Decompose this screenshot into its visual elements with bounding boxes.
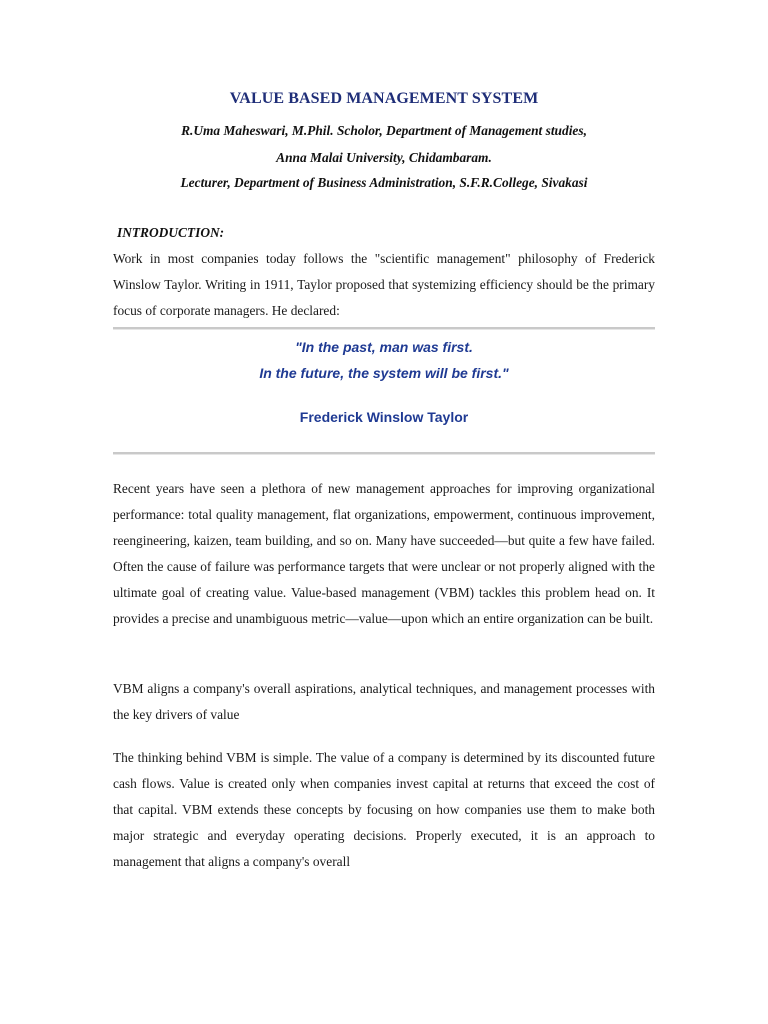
quote-line-2: In the future, the system will be first." [259, 365, 509, 381]
author-line-2: Anna Malai University, Chidambaram. [276, 150, 492, 165]
author-line-3: Lecturer, Department of Business Administration, S.F.R.College, Sivakasi [180, 175, 588, 190]
quote-divider-top [113, 327, 655, 330]
quote-line-1: "In the past, man was first. [295, 339, 473, 355]
quote-attribution: Frederick Winslow Taylor [299, 409, 469, 425]
quote-divider-bottom [113, 452, 655, 455]
document-title: VALUE BASED MANAGEMENT SYSTEM [229, 90, 539, 107]
introduction-paragraph: Work in most companies today follows the "scientific management" philosophy of Frederick Winslow Taylor. Writing in 1911, Taylor proposed that systemizing efficiency should be the primary focus of corporate managers. He declared: [113, 251, 655, 318]
body-paragraph-2: VBM aligns a company's overall aspirations, analytical techniques, and management processes with the key drivers of value [113, 681, 655, 722]
introduction-heading: INTRODUCTION: [117, 225, 225, 240]
body-paragraph-3: The thinking behind VBM is simple. The value of a company is determined by its discounted future cash flows. Value is created only when companies invest capital at returns that exceed the cost of that capital. VBM extends these concepts by focusing on how companies use them to make both major strategic and everyday operating decisions. Properly executed, it is an approach to management that aligns a company's overall [113, 750, 655, 869]
body-paragraph-1: Recent years have seen a plethora of new management approaches for improving organizational performance: total quality management, flat organizations, empowerment, continuous improvement, reengineering, kaizen, team building, and so on. Many have succeeded—but quite a few have failed. Often the cause of failure was performance targets that were unclear or not properly aligned with the ultimate goal of creating value. Value-based management (VBM) tackles this problem head on. It provides a precise and unambiguous metric—value—upon which an entire organization can be built. [113, 481, 655, 626]
author-line-1: R.Uma Maheswari, M.Phil. Scholor, Department of Management studies, [181, 123, 587, 138]
